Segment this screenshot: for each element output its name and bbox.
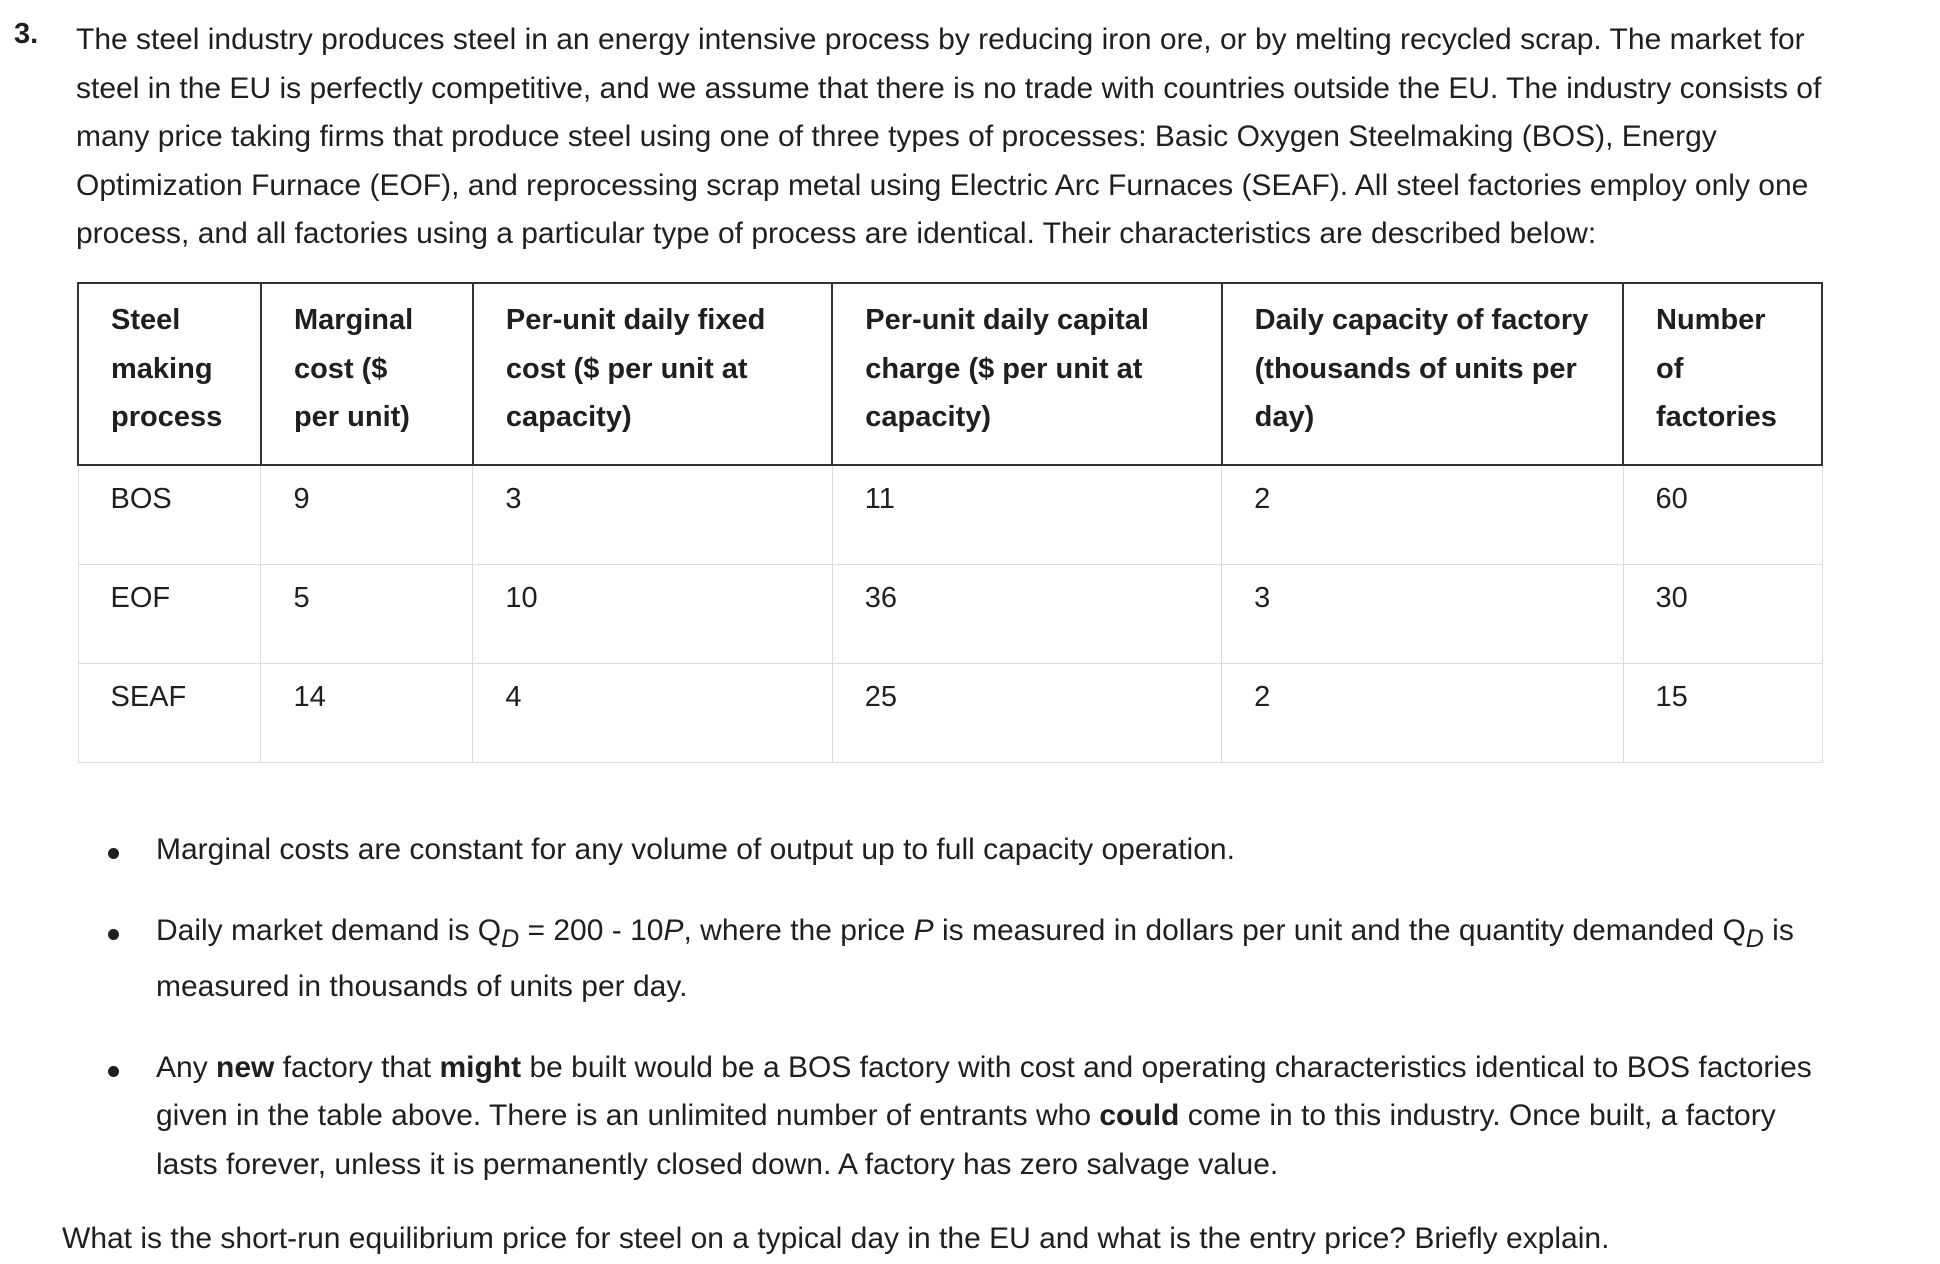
steel-process-table: [77, 282, 1823, 763]
cell-marginal-cost: 14: [261, 663, 473, 762]
assumption-list: [62, 826, 1842, 1221]
cell-fixed-cost: 4: [473, 663, 832, 762]
cell-capital-charge: 36: [832, 564, 1221, 663]
question-intro: The steel industry produces steel in an energy intensive process by reducing iron ore, or by melting recycled scrap. The market for steel in the EU is perfectly competitive, and we assume that there is no trade with countries outside the EU. The industry consists of many price taking firms that produce steel using one of three types of processes: Basic Oxygen Steelmaking (BOS), Energy Optimization Furnace (EOF), and reprocessing scrap metal using Electric Arc Furnaces (SEAF). All steel factories employ only one process, and all factories using a particular type of process are identical. Their characteristics are described below:: [76, 23, 1822, 250]
list-item: [62, 907, 1842, 1012]
cell-capacity: 2: [1222, 663, 1623, 762]
cell-fixed-cost: 3: [473, 465, 832, 564]
header-process: Steel making process: [78, 283, 261, 465]
cell-number-of-factories: 60: [1623, 465, 1822, 564]
bullet-icon: [108, 1066, 119, 1077]
cell-capacity: 2: [1222, 465, 1623, 564]
cell-marginal-cost: 9: [261, 465, 473, 564]
header-capacity: Daily capacity of factory (thousands of units per day): [1222, 283, 1623, 465]
header-capital-charge: Per-unit daily capital charge ($ per unit at capacity): [832, 283, 1221, 465]
cell-capacity: 3: [1222, 564, 1623, 663]
cell-number-of-factories: 30: [1623, 564, 1822, 663]
bullet-text: Any new factory that might be built would be a BOS factory with cost and operating characteristics identical to BOS factories given in the table above. There is an unlimited number of entrants who could come in to this industry. Once built, a factory lasts forever, unless it is permanently closed down. A factory has zero salvage value.: [156, 1050, 1812, 1181]
list-item: [62, 826, 1842, 875]
question-prompt: What is the short-run equilibrium price for steel on a typical day in the EU and what is the entry price? Briefly explain.: [62, 1222, 1610, 1255]
header-marginal-cost: Marginal cost ($ per unit): [261, 283, 473, 465]
cell-marginal-cost: 5: [261, 564, 473, 663]
table-row: [78, 663, 1822, 762]
header-number-of-factories: Number of factories: [1623, 283, 1822, 465]
bullet-text: Daily market demand is $Q_D = 200 - 10P$, where the price P is measured in dollars per unit and the quantity demanded $Q_D$ is measured in thousands of units per day.: [156, 913, 1794, 1003]
bullet-text: Marginal costs are constant for any volume of output up to full capacity operation.: [156, 833, 1235, 866]
cell-number-of-factories: 15: [1623, 663, 1822, 762]
cell-capital-charge: 11: [832, 465, 1221, 564]
cell-fixed-cost: 10: [473, 564, 832, 663]
cell-process: SEAF: [78, 663, 261, 762]
question-number: 3.: [14, 18, 39, 50]
table-row: [78, 465, 1822, 564]
table-header-row: [78, 283, 1822, 465]
bullet-icon: [108, 848, 119, 859]
bullet-icon: [108, 929, 119, 940]
table-row: [78, 564, 1822, 663]
cell-capital-charge: 25: [832, 663, 1221, 762]
cell-process: BOS: [78, 465, 261, 564]
cell-process: EOF: [78, 564, 261, 663]
list-item: [62, 1044, 1842, 1190]
header-fixed-cost: Per-unit daily fixed cost ($ per unit at capacity): [473, 283, 832, 465]
